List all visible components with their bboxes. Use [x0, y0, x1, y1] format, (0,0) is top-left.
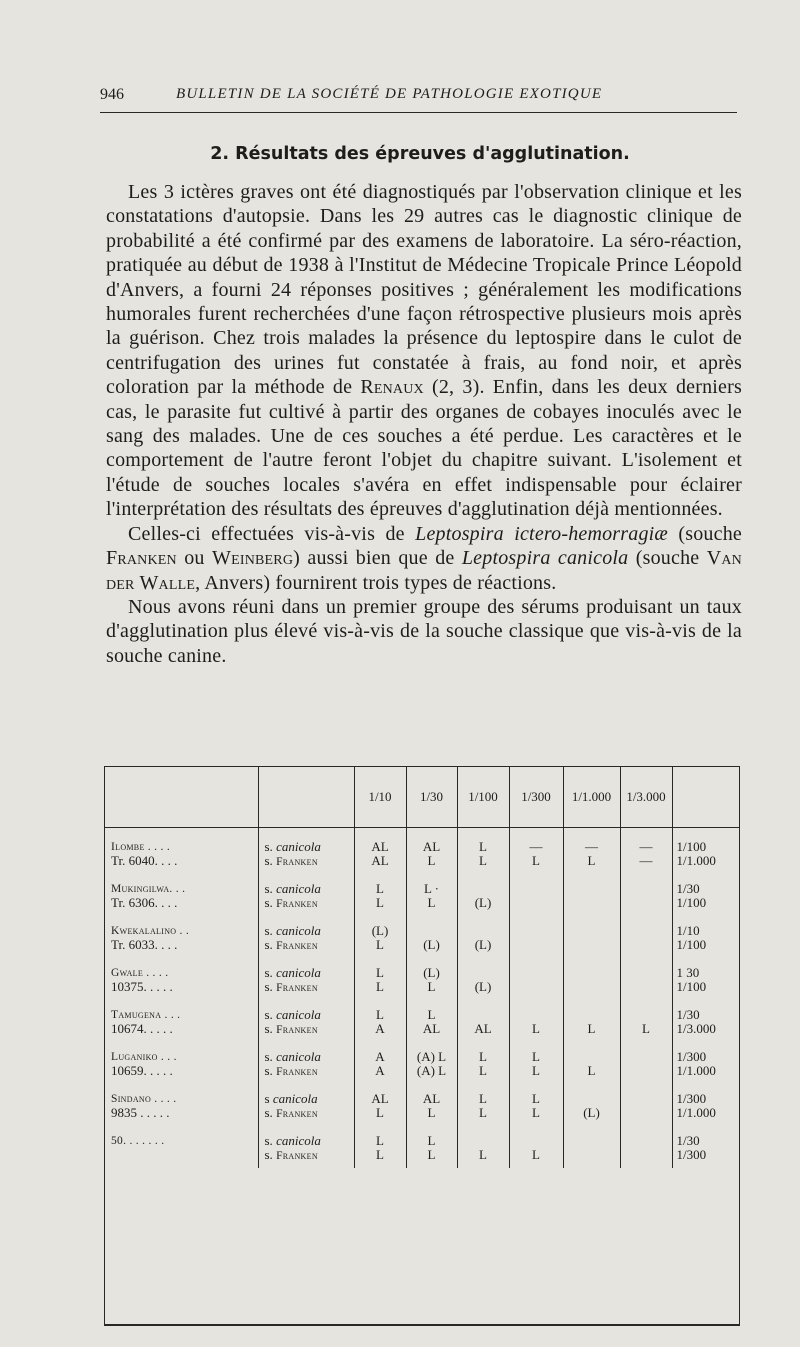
titre-cell — [672, 1042, 739, 1084]
reaction-value: (L) — [371, 923, 389, 938]
dilution-cell — [406, 828, 457, 875]
agglutination-table — [104, 766, 740, 1326]
reaction-value: AL — [422, 839, 441, 854]
reaction-value — [510, 966, 563, 980]
reaction-value: L — [532, 853, 540, 868]
table-row — [105, 916, 739, 958]
reaction-value: (L) — [423, 965, 440, 980]
serum-strain: Franken — [276, 1066, 318, 1078]
reaction-value — [564, 882, 620, 896]
reaction-value: L — [376, 1007, 384, 1022]
reaction-value: L — [376, 895, 384, 910]
reaction-value: L — [587, 853, 596, 868]
column-header: 1/10 — [354, 767, 406, 828]
strain-name: Van der Walle — [106, 547, 742, 594]
reaction-value — [621, 882, 672, 896]
serum-prefix: s. — [264, 1133, 273, 1148]
dilution-cell — [563, 958, 620, 1000]
patient-name: Gwale . . . . — [111, 967, 169, 979]
reaction-value: L — [532, 1021, 540, 1036]
reaction-value: AL — [371, 853, 389, 868]
serum-prefix: s. — [264, 1147, 273, 1162]
serum-cell — [258, 958, 354, 1000]
serum-prefix: s. — [264, 1049, 273, 1064]
paragraph-1: Les 3 ictères graves ont été diagnostiqués par l'observation clinique et les constatations d'autopsie. Dans les 29 autres cas le diagnostic clinique de probabilité a été confirmé par des examens de laboratoire. La séro-réaction, pratiquée au début de 1938 à l'Institut de Médecine Tropicale Prince Léopold d'Anvers, a fourni 24 réponses positives ; généralement les modifications humorales furent recherchées d'une façon rétrospective plusieurs mois après la guérison. Chez trois malades la présence du leptospire dans le culot de centrifugation des urines fut constatée à frais, au fond noir, et après coloration par la méthode de Renaux (2, 3). Enfin, dans les deux derniers cas, le parasite fut cultivé à partir des organes de cobayes inoculés avec le sang des malades. Une de ces souches a été perdue. Les caractères et le comportement de l'autre feront l'objet du chapitre suivant. L'isolement et l'étude de souches locales s'avéra en effet indispensable pour éclairer l'interprétation des résultats des épreuves d'agglutination déjà mentionnées. — [106, 181, 742, 521]
serum-line — [265, 938, 354, 952]
reaction-value: L — [376, 1105, 384, 1120]
serum-strain: canicola — [276, 839, 321, 854]
dilution-cell — [620, 874, 672, 916]
reaction-value: L — [376, 1133, 384, 1148]
serum-line — [265, 840, 354, 854]
reaction-value: L — [427, 1147, 436, 1162]
titre-value: 1 30 — [676, 965, 700, 980]
dilution-cell — [354, 1000, 406, 1042]
section-title: 2. Résultats des épreuves d'agglutination. — [210, 144, 630, 164]
column-header — [105, 767, 258, 828]
patient-ref — [111, 1148, 258, 1162]
dilution-cell — [354, 1126, 406, 1168]
table-row — [105, 958, 739, 1000]
titre-value: 1/100 — [676, 937, 707, 952]
journal-title: BULLETIN DE LA SOCIÉTÉ DE PATHOLOGIE EXOTIQUE — [176, 86, 603, 102]
serum-line — [265, 1148, 354, 1162]
patient-ref: 9835 . . . . . — [111, 1105, 170, 1120]
reaction-value — [510, 980, 563, 994]
reaction-value: L — [427, 1133, 436, 1148]
reaction-value: L — [479, 1063, 487, 1078]
serum-line — [265, 1050, 354, 1064]
titre-value: 1/3.000 — [676, 1021, 716, 1036]
dilution-cell — [509, 1126, 563, 1168]
titre-cell — [672, 828, 739, 875]
serum-prefix: s. — [264, 839, 273, 854]
table-body — [105, 828, 739, 1169]
serum-strain: Franken — [276, 1150, 318, 1162]
dilution-cell — [509, 874, 563, 916]
reaction-value — [621, 966, 672, 980]
reaction-value: L — [479, 1147, 487, 1162]
serum-cell — [258, 1084, 354, 1126]
reaction-value — [621, 1092, 672, 1106]
reaction-value: — — [639, 839, 653, 854]
reaction-value: (L) — [474, 937, 492, 952]
reaction-value: L — [479, 853, 487, 868]
reaction-value: A — [375, 1063, 385, 1078]
table-row — [105, 828, 739, 875]
dilution-cell — [406, 1042, 457, 1084]
reaction-value: L — [427, 1105, 436, 1120]
reaction-value — [510, 1008, 563, 1022]
reaction-value: L — [376, 965, 384, 980]
reaction-value: L — [376, 881, 384, 896]
serum-cell — [258, 828, 354, 875]
titre-value: 1/10 — [676, 923, 700, 938]
reaction-value — [621, 1106, 672, 1120]
header-rule — [100, 112, 737, 113]
dilution-cell — [354, 916, 406, 958]
patient-name: Kwekalalino . . — [111, 925, 190, 937]
dilution-cell — [563, 874, 620, 916]
dilution-cell — [354, 874, 406, 916]
titre-value: 1/300 — [676, 1049, 707, 1064]
reaction-value — [510, 882, 563, 896]
titre-value: 1/100 — [676, 839, 707, 854]
dilution-cell — [509, 1000, 563, 1042]
reaction-value: L — [427, 895, 436, 910]
serum-prefix: s. — [264, 881, 273, 896]
reaction-value: L — [479, 1105, 487, 1120]
reaction-value — [564, 1050, 620, 1064]
dilution-cell — [509, 958, 563, 1000]
patient-cell — [105, 1084, 258, 1126]
column-header: 1/100 — [457, 767, 509, 828]
serum-strain: canicola — [276, 965, 321, 980]
dilution-cell — [354, 828, 406, 875]
serum-strain: Franken — [276, 1024, 318, 1036]
column-header — [672, 767, 739, 828]
reaction-value: L — [532, 1049, 540, 1064]
serum-line — [265, 1106, 354, 1120]
reaction-value: L — [587, 1021, 596, 1036]
reaction-value: (L) — [423, 937, 440, 952]
dilution-cell — [457, 916, 509, 958]
serum-strain: Franken — [276, 940, 318, 952]
serum-cell — [258, 1042, 354, 1084]
reaction-value — [564, 1134, 620, 1148]
reaction-value — [621, 1148, 672, 1162]
reaction-value — [458, 1008, 509, 1022]
dilution-cell — [457, 1084, 509, 1126]
patient-cell — [105, 916, 258, 958]
dilution-cell — [563, 1084, 620, 1126]
strain-name: Weinberg — [212, 547, 294, 570]
titre-value: 1/300 — [676, 1147, 707, 1162]
reaction-value — [458, 1134, 509, 1148]
reaction-value: A — [375, 1021, 385, 1036]
reaction-value: L — [479, 1091, 487, 1106]
patient-name: Sindano . . . . — [111, 1093, 177, 1105]
reaction-value: L — [376, 1147, 384, 1162]
reaction-value: AL — [422, 1091, 441, 1106]
reaction-value — [510, 1134, 563, 1148]
reaction-value: (L) — [474, 979, 492, 994]
reaction-value: — — [639, 853, 653, 868]
reaction-value — [564, 980, 620, 994]
serum-prefix: s. — [264, 1105, 273, 1120]
reaction-value: — — [529, 839, 543, 854]
table-header-row — [105, 767, 739, 828]
dilution-cell — [457, 1000, 509, 1042]
reaction-value: L — [427, 979, 436, 994]
reaction-value: — — [585, 839, 598, 854]
reaction-value: AL — [371, 1091, 389, 1106]
reaction-value — [407, 924, 457, 938]
serum-line — [265, 1022, 354, 1036]
serum-strain: Franken — [276, 856, 318, 868]
titre-cell — [672, 1000, 739, 1042]
patient-cell — [105, 828, 258, 875]
reaction-value — [510, 896, 563, 910]
dilution-cell — [509, 916, 563, 958]
titre-value: 1/1.000 — [676, 853, 716, 868]
column-header: 1/1.000 — [563, 767, 620, 828]
dilution-cell — [620, 1126, 672, 1168]
reaction-value — [621, 980, 672, 994]
reaction-value: L — [427, 853, 436, 868]
dilution-cell — [620, 828, 672, 875]
serum-prefix: s. — [264, 923, 273, 938]
patient-name: Tamugena . . . — [111, 1009, 181, 1021]
reaction-value — [621, 938, 672, 952]
serum-strain: canicola — [276, 881, 321, 896]
reaction-value: L — [376, 937, 384, 952]
page-number: 946 — [100, 86, 124, 103]
serum-line — [265, 1008, 354, 1022]
reaction-value — [564, 966, 620, 980]
serum-prefix: s. — [264, 965, 273, 980]
dilution-cell — [406, 1084, 457, 1126]
dilution-cell — [354, 958, 406, 1000]
species-name: Leptospira canicola — [461, 547, 629, 570]
patient-name: Ilombe . . . . — [111, 841, 171, 853]
reaction-value — [621, 924, 672, 938]
reaction-value: AL — [474, 1021, 492, 1036]
dilution-cell — [509, 1042, 563, 1084]
titre-cell — [672, 874, 739, 916]
reaction-value: AL — [371, 839, 389, 854]
reaction-value: L — [427, 1007, 436, 1022]
paragraph-2: Celles-ci effectuées vis-à-vis de Leptospira ictero-hemorragiæ (souche Franken ou Weinberg) aussi bien que de Leptospira canicola (souche Van der Walle, Anvers) fournirent trois types de réactions. — [106, 522, 742, 594]
reaction-value: L · — [423, 881, 440, 896]
reaction-value: L — [479, 1049, 487, 1064]
titre-value: 1/1.000 — [676, 1063, 716, 1078]
column-header: 1/300 — [509, 767, 563, 828]
serum-line — [265, 1134, 354, 1148]
reaction-value — [621, 1064, 672, 1078]
reaction-value: (L) — [583, 1105, 600, 1120]
titre-cell — [672, 1084, 739, 1126]
serum-line — [265, 1092, 354, 1106]
dilution-cell — [620, 1084, 672, 1126]
reaction-value — [564, 1092, 620, 1106]
reaction-value — [458, 882, 509, 896]
patient-ref: 10659. . . . . — [111, 1063, 173, 1078]
column-header: 1/30 — [406, 767, 457, 828]
table-row — [105, 1000, 739, 1042]
reaction-value — [621, 1008, 672, 1022]
paragraph-3: Nous avons réuni dans un premier groupe des sérums produisant un taux d'agglutination plus élevé vis-à-vis de la souche classique que vis-à-vis de la souche canine. — [106, 595, 742, 667]
reaction-value: L — [376, 979, 384, 994]
reaction-value: L — [532, 1091, 540, 1106]
reaction-value — [621, 896, 672, 910]
serum-strain: canicola — [276, 1049, 321, 1064]
running-header — [100, 84, 740, 110]
serum-cell — [258, 1000, 354, 1042]
patient-ref: 10674. . . . . — [111, 1021, 173, 1036]
serum-prefix: s. — [264, 979, 273, 994]
dilution-cell — [620, 958, 672, 1000]
dilution-cell — [354, 1042, 406, 1084]
patient-name: Mukingilwa. . . — [111, 883, 186, 895]
patient-ref: Tr. 6306. . . . — [111, 895, 178, 910]
reaction-value — [510, 924, 563, 938]
serum-strain: canicola — [276, 1007, 321, 1022]
patient-name: Luganiko . . . — [111, 1051, 177, 1063]
reaction-value: L — [587, 1063, 596, 1078]
reaction-value — [458, 966, 509, 980]
author-name: Renaux — [360, 376, 424, 399]
patient-cell — [105, 1126, 258, 1168]
dilution-cell — [563, 1000, 620, 1042]
dilution-cell — [509, 1084, 563, 1126]
serum-line — [265, 896, 354, 910]
dilution-cell — [620, 1042, 672, 1084]
serum-cell — [258, 1126, 354, 1168]
reaction-value: L — [532, 1105, 540, 1120]
serum-strain: Franken — [276, 982, 318, 994]
serum-prefix: s. — [264, 1063, 273, 1078]
serum-strain: canicola — [276, 1133, 321, 1148]
reaction-value: A — [375, 1049, 385, 1064]
patient-ref: 10375. . . . . — [111, 979, 173, 994]
serum-prefix: s. — [264, 895, 273, 910]
dilution-cell — [457, 1126, 509, 1168]
patient-cell — [105, 1000, 258, 1042]
titre-value: 1/1.000 — [676, 1105, 716, 1120]
titre-cell — [672, 916, 739, 958]
serum-cell — [258, 874, 354, 916]
serum-line — [265, 854, 354, 868]
column-header: 1/3.000 — [620, 767, 672, 828]
reaction-value: L — [532, 1147, 540, 1162]
patient-ref: Tr. 6033. . . . — [111, 937, 178, 952]
serum-prefix: s — [264, 1091, 270, 1106]
serum-cell — [258, 916, 354, 958]
reaction-value: (A) L — [416, 1063, 447, 1078]
serum-strain: Franken — [276, 898, 318, 910]
reaction-value — [564, 1008, 620, 1022]
dilution-cell — [563, 916, 620, 958]
patient-name: 50. . . . . . . — [111, 1135, 165, 1147]
dilution-cell — [457, 958, 509, 1000]
dilution-cell — [509, 828, 563, 875]
dilution-cell — [563, 1126, 620, 1168]
dilution-cell — [563, 1042, 620, 1084]
patient-cell — [105, 1042, 258, 1084]
column-header — [258, 767, 354, 828]
dilution-cell — [457, 1042, 509, 1084]
strain-name: Franken — [106, 547, 177, 570]
serum-line — [265, 980, 354, 994]
dilution-cell — [406, 958, 457, 1000]
dilution-cell — [406, 874, 457, 916]
species-name: Leptospira ictero-hemorragiæ — [415, 522, 668, 545]
table-row — [105, 1126, 739, 1168]
serum-line — [265, 924, 354, 938]
dilution-cell — [620, 916, 672, 958]
serum-prefix: s. — [264, 937, 273, 952]
reaction-value: (A) L — [416, 1049, 447, 1064]
reaction-value — [564, 1148, 620, 1162]
reaction-value: AL — [422, 1021, 441, 1036]
body-text — [106, 180, 742, 668]
reaction-value — [564, 924, 620, 938]
serum-line — [265, 966, 354, 980]
reaction-value — [564, 896, 620, 910]
reaction-value — [621, 1134, 672, 1148]
dilution-cell — [620, 1000, 672, 1042]
serum-strain: canicola — [272, 1091, 318, 1106]
reaction-value: L — [479, 839, 487, 854]
reaction-value: (L) — [474, 895, 492, 910]
serum-prefix: s. — [264, 1021, 273, 1036]
titre-value: 1/300 — [676, 1091, 707, 1106]
serum-prefix: s. — [264, 1007, 273, 1022]
patient-ref: Tr. 6040. . . . — [111, 853, 178, 868]
reaction-value — [510, 938, 563, 952]
patient-cell — [105, 958, 258, 1000]
serum-line — [265, 882, 354, 896]
table-row — [105, 874, 739, 916]
dilution-cell — [457, 874, 509, 916]
dilution-cell — [406, 1126, 457, 1168]
titre-value: 1/100 — [676, 979, 707, 994]
dilution-cell — [457, 828, 509, 875]
serum-strain: canicola — [276, 923, 321, 938]
reaction-value — [564, 938, 620, 952]
titre-cell — [672, 1126, 739, 1168]
reaction-value: L — [642, 1021, 650, 1036]
patient-cell — [105, 874, 258, 916]
table-row — [105, 1042, 739, 1084]
dilution-cell — [406, 1000, 457, 1042]
reaction-value — [621, 1050, 672, 1064]
serum-line — [265, 1064, 354, 1078]
titre-value: 1/30 — [676, 881, 700, 896]
serum-prefix: s. — [264, 853, 273, 868]
dilution-cell — [354, 1084, 406, 1126]
table-row — [105, 1084, 739, 1126]
dilution-cell — [563, 828, 620, 875]
reaction-value — [458, 924, 509, 938]
titre-value: 1/30 — [676, 1007, 700, 1022]
titre-value: 1/100 — [676, 895, 707, 910]
titre-cell — [672, 958, 739, 1000]
dilution-cell — [406, 916, 457, 958]
serum-strain: Franken — [276, 1108, 318, 1120]
titre-value: 1/30 — [676, 1133, 700, 1148]
reaction-value: L — [532, 1063, 540, 1078]
